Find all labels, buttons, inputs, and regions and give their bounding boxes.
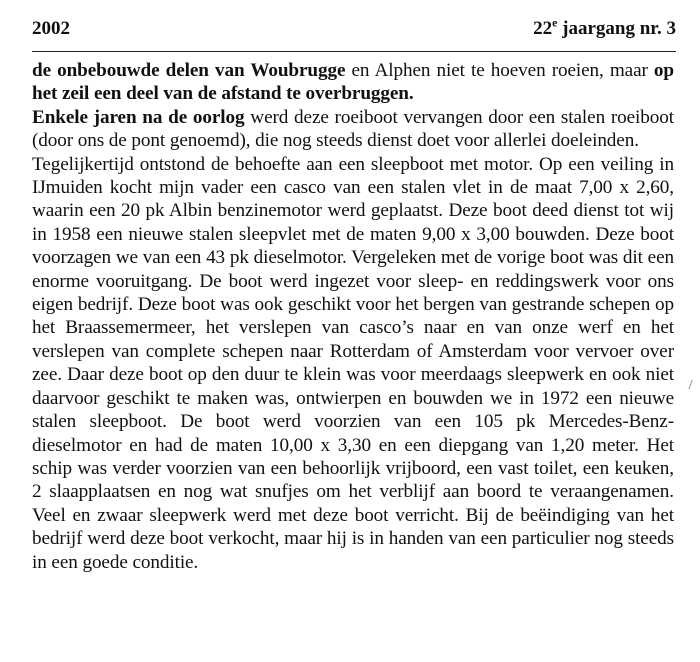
header-volume-superscript: e — [552, 15, 558, 30]
header-volume-number: 22 — [533, 18, 553, 39]
paragraph — [32, 59, 674, 106]
highlighted-text: Enkele jaren na de oorlog — [32, 106, 245, 128]
highlighted-text: op het zeil een deel van de afstand te overbruggen. — [32, 60, 674, 105]
paragraph — [32, 106, 674, 153]
header-year: 2002 — [32, 18, 70, 39]
paragraph — [32, 153, 674, 574]
header-rule — [32, 51, 676, 52]
body-text: Tegelijkertijd ontstond de behoefte aan een sleepboot met motor. Op een veiling in IJmuiden kocht mijn vader een casco van een stalen vlet in de maat 7,00 x 2,60, waarin een 20 pk Albin benzinemotor werd geplaatst. Deze boot deed dienst tot wij in 1958 een nieuwe stalen sleepvlet met de maten 9,00 x 3,00 bouwden. Deze boot voorzagen we van een 43 pk dieselmotor. Vergeleken met de vorige boot was dit een enorme vooruitgang. De boot werd ingezet voor sleep- en reddingswerk voor ons eigen bedrijf. Deze boot was ook geschikt voor het bergen van gestrande schepen op het Braassemermeer, het verslepen van casco’s naar en van onze werf en het verslepen van complete schepen naar Rotterdam of Amsterdam voor vervoer over zee. Daar deze boot op den duur te klein was voor meerdaags sleepwerk en ook niet daarvoor geschikt te maken was, ontwierpen en bouwden we in 1972 een nieuwe stalen sleepboot. De boot werd voorzien van een 105 pk Mercedes-Benz- dieselmotor en had de maten 10,00 x 3,30 en een diepgang van 1,20 meter. Het schip was verder voorzien van een behoorlijk vrijboord, een vast toilet, een keuken, 2 slaapplaatsen en nog wat snufjes om het verblijf aan boord te veraangenamen. Veel en zwaar sleepwerk werd met deze boot verricht. Bij de beëindiging van het bedrijf werd deze boot verkocht, maar hij is in handen van een particulier nog steeds in een goede conditie. — [32, 153, 674, 573]
margin-scan-mark — [688, 380, 694, 390]
body-text: en Alphen niet te hoeven roeien, maar — [345, 60, 654, 81]
body-text: werd deze roeiboot vervangen door een stalen roeiboot (door ons de pont genoemd), die nog steeds dienst doet voor allerlei doeleinden. — [32, 106, 674, 152]
article-body — [32, 59, 674, 574]
highlighted-text: de onbebouwde delen van Woubrugge — [32, 60, 346, 81]
header-volume-rest: jaargang nr. 3 — [557, 18, 676, 39]
header-volume — [533, 15, 676, 40]
page-header — [32, 15, 676, 46]
